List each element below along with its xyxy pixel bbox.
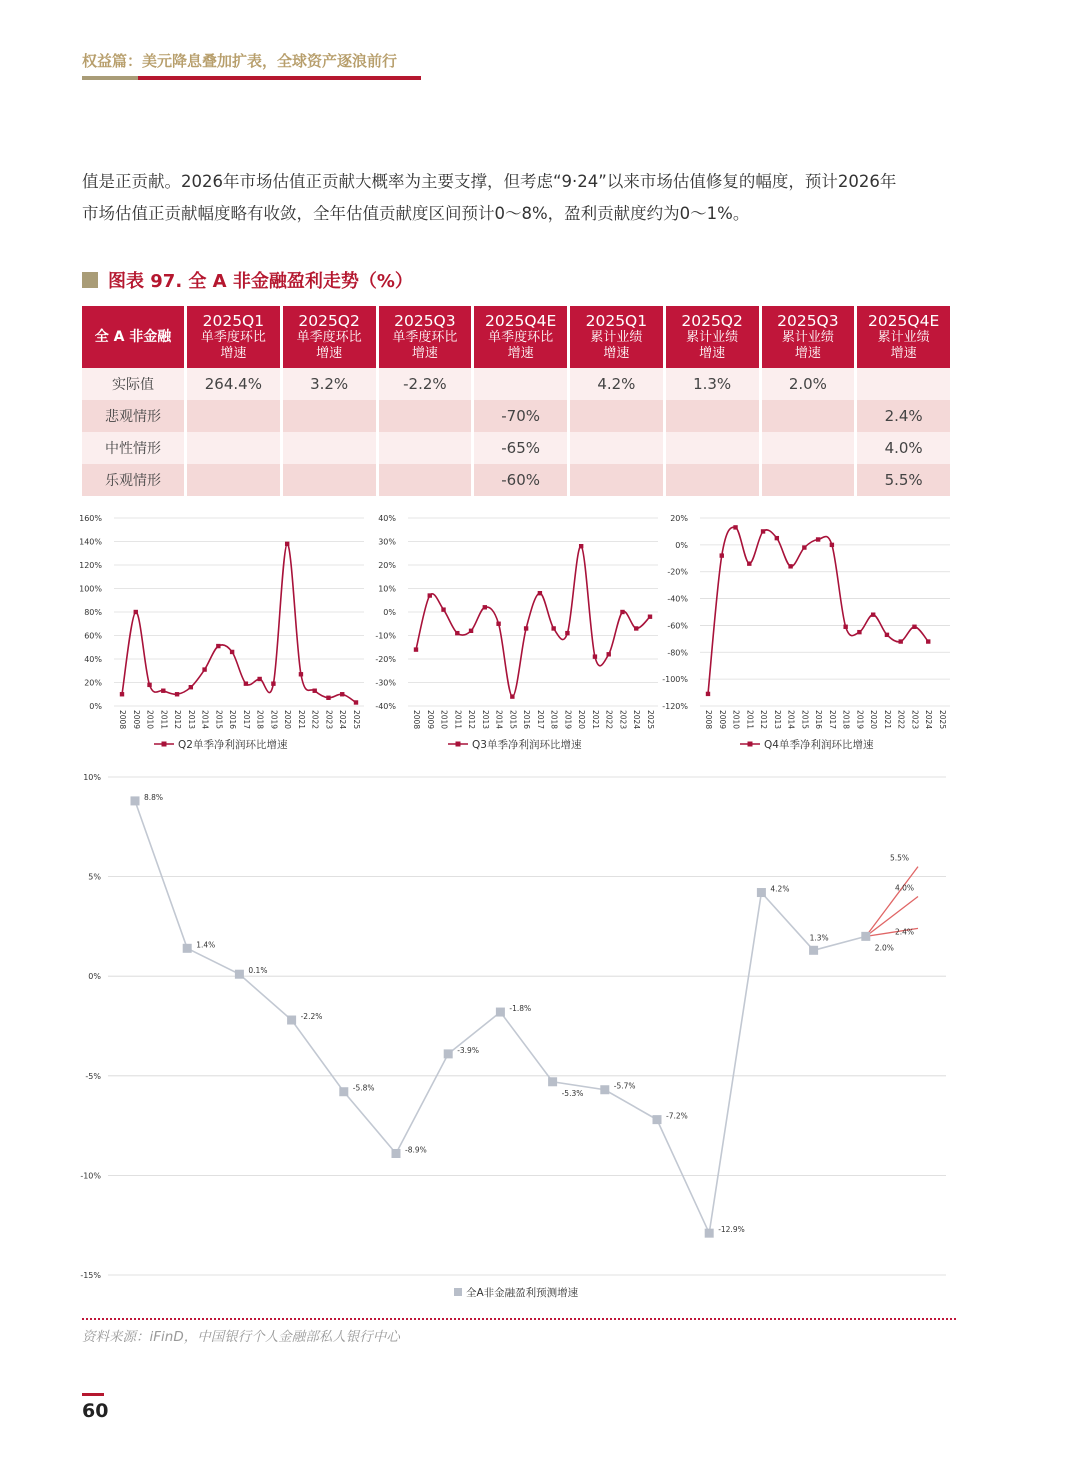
y-tick-label: 5% (88, 872, 101, 882)
table-col-header: 2025Q4E 累计业绩 增速 (857, 306, 950, 368)
data-point (510, 694, 514, 698)
x-tick-label: 2024 (632, 710, 642, 730)
data-point (441, 607, 445, 611)
data-point (600, 1085, 609, 1094)
x-tick-label: 2015 (800, 710, 810, 730)
y-tick-label: -120% (662, 702, 688, 711)
data-point (747, 561, 751, 565)
table-cell (570, 464, 663, 496)
table-cell (666, 400, 759, 432)
y-tick-label: 140% (79, 537, 102, 547)
data-label: 4.2% (770, 884, 790, 894)
y-tick-label: -10% (80, 1171, 101, 1181)
data-point (244, 681, 248, 685)
paragraph-line-1: 值是正贡献。2026年市场估值正贡献大概率为主要支撑，但考虑“9·24”以来市场估值修复的幅度，预计2026年 (82, 172, 897, 191)
x-tick-label: 2021 (590, 710, 600, 730)
table-row-label: 中性情形 (82, 432, 184, 464)
x-tick-label: 2023 (324, 710, 334, 730)
table-cell (187, 464, 280, 496)
table-cell: -65% (474, 432, 567, 464)
data-point (299, 672, 303, 676)
q2-line-chart (74, 508, 374, 758)
y-tick-label: -20% (375, 655, 396, 664)
data-label: 0.1% (248, 966, 268, 976)
table-cell (762, 432, 855, 464)
data-point (720, 553, 724, 557)
data-label: 1.3% (809, 933, 829, 943)
table-cell (283, 432, 376, 464)
table-cell (283, 464, 376, 496)
data-point (757, 888, 766, 897)
table-cell: 264.4% (187, 368, 280, 400)
data-point (620, 610, 624, 614)
y-tick-label: -30% (375, 678, 396, 688)
data-point (565, 631, 569, 635)
data-label: 2.0% (874, 943, 894, 953)
y-tick-label: 40% (84, 655, 102, 664)
data-point (809, 946, 818, 955)
data-point (871, 612, 875, 616)
table-cell: 5.5% (857, 464, 950, 496)
x-tick-label: 2016 (814, 710, 824, 730)
x-tick-label: 2011 (159, 710, 169, 730)
data-point (788, 564, 792, 568)
table-row (82, 368, 950, 400)
x-tick-label: 2024 (338, 710, 348, 730)
data-point (287, 1016, 296, 1025)
table-cell: 2.4% (857, 400, 950, 432)
page-number: 60 (82, 1400, 109, 1422)
x-tick-label: 2009 (425, 710, 435, 730)
data-point (230, 650, 234, 654)
x-tick-label: 2025 (352, 710, 361, 730)
y-tick-label: 10% (378, 584, 396, 594)
data-point (802, 545, 806, 549)
figure-title-square-icon (82, 272, 98, 288)
data-point (524, 626, 528, 630)
data-point (285, 542, 289, 546)
series-line (135, 801, 866, 1233)
data-point (414, 647, 418, 651)
table-col-header: 2025Q1 累计业绩 增速 (570, 306, 663, 368)
table-row (82, 400, 950, 432)
x-tick-label: 2025 (938, 710, 947, 730)
data-point (912, 625, 916, 629)
data-label: -8.9% (405, 1145, 427, 1155)
x-tick-label: 2023 (910, 710, 920, 730)
x-tick-label: 2010 (439, 710, 449, 730)
y-tick-label: -40% (667, 594, 688, 604)
x-tick-label: 2014 (200, 710, 210, 730)
x-tick-label: 2008 (412, 710, 421, 730)
table-cell: 3.2% (283, 368, 376, 400)
table-cell (666, 432, 759, 464)
y-tick-label: 100% (79, 584, 102, 594)
data-point (861, 932, 870, 941)
data-point (775, 536, 779, 540)
scenario-label: 4.0% (895, 883, 915, 893)
header-underline (82, 76, 421, 80)
data-point (885, 633, 889, 637)
y-tick-label: 20% (670, 514, 688, 523)
legend-label: Q2单季净利润环比增速 (178, 739, 288, 751)
table-col-header: 2025Q4E 单季度环比 增速 (474, 306, 567, 368)
data-label: -12.9% (718, 1225, 745, 1235)
table-cell (570, 400, 663, 432)
x-tick-label: 2015 (508, 710, 518, 730)
x-tick-label: 2018 (841, 710, 851, 730)
x-tick-label: 2012 (467, 710, 477, 730)
table-cell: -60% (474, 464, 567, 496)
series-line (416, 546, 650, 697)
data-point (653, 1115, 662, 1124)
legend-label: Q4单季净利润环比增速 (764, 739, 874, 751)
x-tick-label: 2012 (173, 710, 183, 730)
data-label: -7.2% (666, 1111, 688, 1121)
data-point (496, 622, 500, 626)
data-point (816, 537, 820, 541)
x-tick-label: 2017 (241, 710, 251, 730)
table-row-label: 乐观情形 (82, 464, 184, 496)
table-cell (762, 464, 855, 496)
data-point (634, 626, 638, 630)
table-cell: 4.0% (857, 432, 950, 464)
data-point (538, 591, 542, 595)
x-tick-label: 2021 (296, 710, 306, 730)
y-tick-label: -80% (667, 648, 688, 658)
x-tick-label: 2018 (255, 710, 265, 730)
figure-title-text: 图表 97. 全 A 非金融盈利走势（%） (108, 271, 413, 292)
data-point (926, 639, 930, 643)
x-tick-label: 2009 (131, 710, 141, 730)
data-point (496, 1008, 505, 1017)
y-tick-label: 40% (378, 514, 396, 523)
data-point (257, 677, 261, 681)
x-tick-label: 2019 (563, 710, 573, 730)
x-tick-label: 2019 (269, 710, 279, 730)
data-label: -5.7% (613, 1081, 636, 1091)
data-point (134, 610, 138, 614)
y-tick-label: -5% (85, 1071, 101, 1081)
data-point (761, 529, 765, 533)
data-point (189, 685, 193, 689)
y-tick-label: -20% (667, 567, 688, 577)
page-number-bar (82, 1393, 104, 1396)
table-row (82, 432, 950, 464)
data-point (579, 544, 583, 548)
q3-line-chart (368, 508, 668, 758)
x-tick-label: 2022 (896, 710, 906, 730)
table-row-label: 悲观情形 (82, 400, 184, 432)
data-point (706, 692, 710, 696)
scenario-label: 2.4% (895, 927, 915, 937)
x-tick-label: 2011 (453, 710, 463, 730)
y-tick-label: -60% (667, 621, 688, 631)
x-tick-label: 2015 (214, 710, 224, 730)
data-label: 8.8% (144, 792, 164, 802)
table-col-header: 2025Q3 单季度环比 增速 (379, 306, 472, 368)
x-tick-label: 2019 (855, 710, 865, 730)
data-point (175, 692, 179, 696)
table-cell (762, 400, 855, 432)
y-tick-label: 10% (83, 773, 101, 782)
y-tick-label: 0% (383, 608, 396, 617)
table-col-header: 2025Q2 累计业绩 增速 (666, 306, 759, 368)
x-tick-label: 2018 (549, 710, 559, 730)
header-title: 权益篇：美元降息叠加扩表，全球资产逐浪前行 (82, 52, 398, 70)
x-tick-label: 2016 (522, 710, 532, 730)
y-tick-label: 60% (84, 631, 102, 641)
data-point (392, 1149, 401, 1158)
series-line (708, 527, 928, 694)
data-label: 1.4% (196, 940, 216, 950)
table-row-label: 实际值 (82, 368, 184, 400)
data-label: -3.9% (457, 1045, 479, 1055)
table-corner-header: 全 A 非金融 (82, 306, 184, 368)
data-point (161, 689, 165, 693)
data-point (455, 631, 459, 635)
legend-marker (454, 1288, 462, 1296)
table-cell: 4.2% (570, 368, 663, 400)
table-cell (187, 400, 280, 432)
x-tick-label: 2025 (646, 710, 655, 730)
table-cell: 2.0% (762, 368, 855, 400)
table-cell (379, 464, 472, 496)
table-cell: -2.2% (379, 368, 472, 400)
data-point (469, 629, 473, 633)
data-point (428, 593, 432, 597)
x-tick-label: 2014 (494, 710, 504, 730)
x-tick-label: 2013 (186, 710, 196, 730)
series-line (122, 544, 356, 703)
y-tick-label: 80% (84, 608, 102, 617)
table-cell (666, 464, 759, 496)
table-cell: -70% (474, 400, 567, 432)
data-point (444, 1049, 453, 1058)
data-point (202, 667, 206, 671)
legend-marker (748, 742, 753, 747)
x-tick-label: 2023 (618, 710, 628, 730)
data-point (120, 692, 124, 696)
data-point (593, 654, 597, 658)
legend-marker (456, 742, 461, 747)
table-cell (570, 432, 663, 464)
scenario-label: 5.5% (890, 853, 910, 863)
data-point (548, 1077, 557, 1086)
q4-line-chart (660, 508, 960, 758)
table-col-header: 2025Q3 累计业绩 增速 (762, 306, 855, 368)
table-cell (187, 432, 280, 464)
legend-label: 全A非金融盈利预测增速 (466, 1287, 579, 1299)
forecast-line-chart (74, 766, 964, 1306)
table-cell: 1.3% (666, 368, 759, 400)
data-point (607, 652, 611, 656)
y-tick-label: 160% (79, 514, 102, 523)
x-tick-label: 2013 (772, 710, 782, 730)
x-tick-label: 2017 (827, 710, 837, 730)
data-point (354, 700, 358, 704)
y-tick-label: 0% (675, 540, 688, 550)
y-tick-label: -100% (662, 675, 688, 685)
y-tick-label: -10% (375, 631, 396, 641)
x-tick-label: 2009 (717, 710, 727, 730)
y-tick-label: 20% (84, 678, 102, 688)
x-tick-label: 2010 (731, 710, 741, 730)
y-tick-label: -15% (80, 1271, 101, 1280)
x-tick-label: 2016 (228, 710, 238, 730)
data-point (551, 626, 555, 630)
data-point (271, 681, 275, 685)
table-cell (857, 368, 950, 400)
data-label: -1.8% (509, 1004, 532, 1014)
x-tick-label: 2013 (480, 710, 490, 730)
y-tick-label: 30% (378, 537, 396, 547)
header-underline-red (138, 76, 421, 80)
data-label: -5.3% (561, 1088, 584, 1098)
data-point (899, 639, 903, 643)
data-point (313, 689, 317, 693)
paragraph-line-2: 市场估值正贡献幅度略有收敛，全年估值贡献度区间预计0～8%，盈利贡献度约为0～1%。 (82, 204, 750, 223)
header-underline-gold (82, 76, 138, 80)
legend-label: Q3单季净利润环比增速 (472, 739, 582, 751)
data-point (147, 683, 151, 687)
x-tick-label: 2022 (604, 710, 614, 730)
x-tick-label: 2011 (745, 710, 755, 730)
data-point (830, 543, 834, 547)
data-point (235, 970, 244, 979)
y-tick-label: 0% (88, 972, 101, 982)
legend-marker (162, 742, 167, 747)
source-divider (82, 1318, 956, 1320)
data-point (843, 625, 847, 629)
x-tick-label: 2020 (577, 710, 587, 730)
y-tick-label: 0% (89, 702, 102, 711)
x-tick-label: 2014 (786, 710, 796, 730)
data-point (648, 615, 652, 619)
data-point (339, 1087, 348, 1096)
data-point (216, 644, 220, 648)
y-tick-label: -40% (375, 702, 396, 711)
x-tick-label: 2012 (759, 710, 769, 730)
data-point (183, 944, 192, 953)
x-tick-label: 2008 (704, 710, 713, 730)
table-header-row (82, 306, 950, 368)
x-tick-label: 2020 (869, 710, 879, 730)
x-tick-label: 2024 (924, 710, 934, 730)
figure-title (82, 267, 413, 293)
data-label: -5.8% (352, 1083, 375, 1093)
y-tick-label: 20% (378, 561, 396, 570)
table-row (82, 464, 950, 496)
source-note: 资料来源：iFinD，中国银行个人金融部私人银行中心 (82, 1329, 400, 1345)
x-tick-label: 2010 (145, 710, 155, 730)
x-tick-label: 2008 (118, 710, 127, 730)
table-cell (283, 400, 376, 432)
x-tick-label: 2021 (882, 710, 892, 730)
data-point (131, 796, 140, 805)
data-point (340, 692, 344, 696)
x-tick-label: 2022 (310, 710, 320, 730)
data-point (483, 605, 487, 609)
data-point (733, 525, 737, 529)
table-col-header: 2025Q1 单季度环比 增速 (187, 306, 280, 368)
data-label: -2.2% (300, 1012, 323, 1022)
table-col-header: 2025Q2 单季度环比 增速 (283, 306, 376, 368)
table-cell (379, 400, 472, 432)
x-tick-label: 2020 (283, 710, 293, 730)
table-cell (379, 432, 472, 464)
x-tick-label: 2017 (535, 710, 545, 730)
table-cell (474, 368, 567, 400)
body-paragraph (82, 166, 962, 230)
scenario-line (866, 867, 918, 937)
data-point (326, 696, 330, 700)
data-point (857, 630, 861, 634)
earnings-table (79, 306, 953, 496)
data-point (705, 1229, 714, 1238)
y-tick-label: 120% (79, 561, 102, 570)
